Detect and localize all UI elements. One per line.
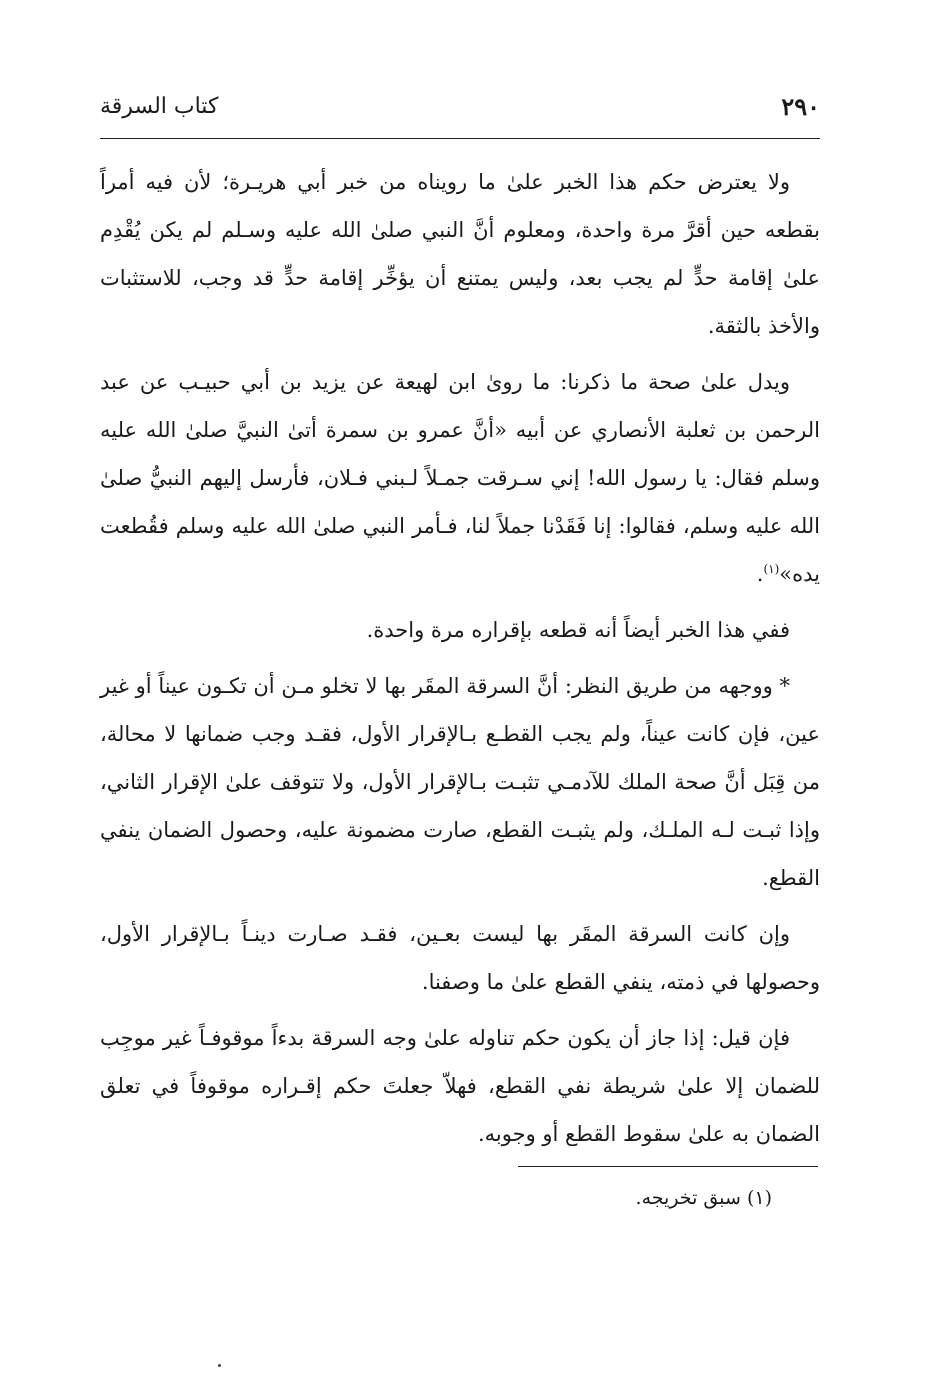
footnote-reference[interactable]: (١) [763,562,780,576]
scan-speck [218,1364,221,1367]
footnote-rule [518,1166,818,1167]
header-rule [100,138,820,139]
paragraph-2-end: . [756,562,764,586]
footnote: (١) سبق تخريجه. [635,1187,772,1209]
paragraph-2 [100,358,820,598]
running-title: كتاب السرقة [100,94,219,119]
paragraph-1: ولا يعترض حكم هذا الخبر علىٰ ما رويناه من خبر أبي هريـرة؛ لأن فيه أمراً بقطعه حين أقرَّ مرة واحدة، ومعلوم أنَّ النبي صلىٰ الله عليه وسـلم لم يكن يُقْدِم علىٰ إقامة حدٍّ لم يجب بعد، وليس يمتنع أن يؤخِّر إقامة حدٍّ قد وجب، للاستثبات والأخذ بالثقة. [100,170,820,338]
paragraph-5: وإن كانت السرقة المقَر بها ليست بعـين، فقـد صـارت دينـاً بـالإقرار الأول، وحصولها في ذمته، ينفي القطع علىٰ ما وصفنا. [100,922,820,994]
paragraph-2-text: ويدل علىٰ صحة ما ذكرنا: ما روىٰ ابن لهيعة عن يزيد بن أبي حبيـب عن عبد الرحمن بن ثعلبة الأنصاري عن أبيه «أنَّ عمرو بن سمرة أتىٰ النبيَّ صلىٰ الله عليه وسلم فقال: يا رسول الله! إني سـرقت جمـلاً لـبني فـلان، فأرسل إليهم النبيُّ صلىٰ الله عليه وسلم، فقالوا: إنا فَقَدْنا جملاً لنا، فـأمر النبي صلىٰ الله عليه وسلم فقُطعت يده» [100,370,820,586]
page-header [100,92,820,132]
page-number: ٢٩٠ [781,92,820,121]
paragraph-6: فإن قيل: إذا جاز أن يكون حكم تناوله علىٰ وجه السرقة بدءاً موقوفـاً غير موجِب للضمان إلا علىٰ شريطة نفي القطع، فهلاّ جعلتَ حكم إقـراره موقوفاً في تعلق الضمان به علىٰ سقوط القطع أو وجوبه. [100,1026,820,1146]
main-text [100,158,820,1166]
paragraph-4: * ووجهه من طريق النظر: أنَّ السرقة المقَر بها لا تخلو مـن أن تكـون عيناً أو غير عين، فإن كانت عيناً، ولم يجب القطـع بـالإقرار الأول، فقـد وجب ضمانها لا محالة، من قِبَل أنَّ صحة الملك للآدمـي تثبـت بـالإقرار الأول، ولا تتوقف علىٰ الإقرار الثاني، وإذا ثبـت لـه الملـك، ولم يثبـت القطع، صارت مضمونة عليه، وحصول الضمان ينفي القطع. [100,674,820,890]
paragraph-3: ففي هذا الخبر أيضاً أنه قطعه بإقراره مرة واحدة. [366,618,790,642]
